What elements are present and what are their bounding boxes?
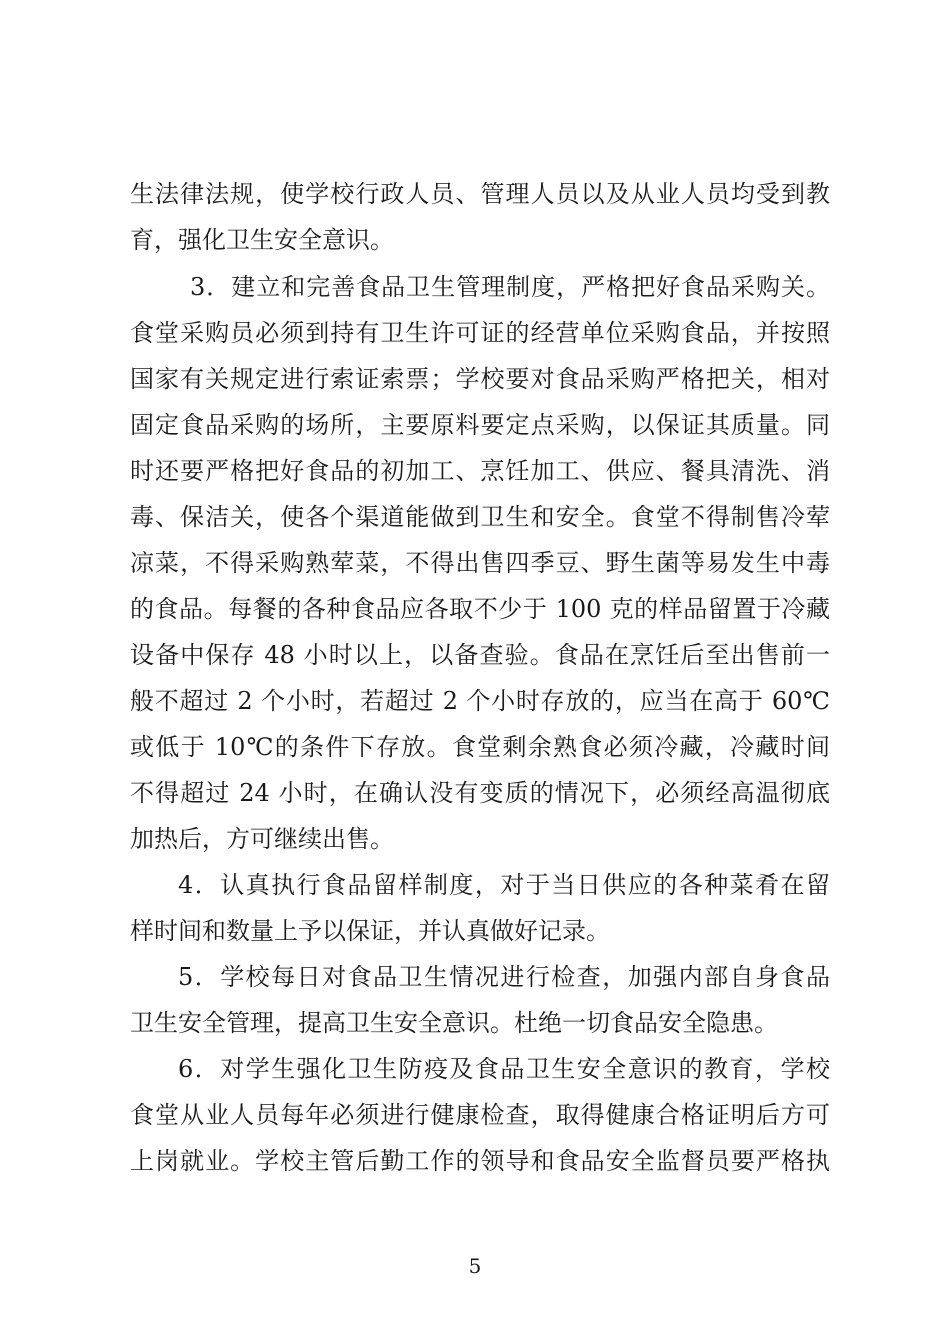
text-line: 加热后，方可继续出售。 bbox=[130, 825, 394, 853]
text-line: 育，强化卫生安全意识。 bbox=[130, 226, 394, 254]
text-line: 设备中保存 48 小时以上，以备查验。食品在烹饪后至出售前一 bbox=[130, 641, 830, 669]
page-number: 5 bbox=[468, 1254, 482, 1278]
text-line: 国家有关规定进行索证索票；学校要对食品采购严格把关，相对 bbox=[130, 365, 830, 393]
text-line: 时还要严格把好食品的初加工、烹饪加工、供应、餐具清洗、消 bbox=[130, 457, 830, 485]
text-line: 食堂从业人员每年必须进行健康检查，取得健康合格证明后方可 bbox=[130, 1101, 830, 1129]
text-line: 3．建立和完善食品卫生管理制度，严格把好食品采购关。 bbox=[190, 273, 830, 301]
text-line: 固定食品采购的场所，主要原料要定点采购，以保证其质量。同 bbox=[130, 411, 830, 439]
text-line: 卫生安全管理，提高卫生安全意识。杜绝一切食品安全隐患。 bbox=[130, 1009, 778, 1037]
text-line: 生法律法规，使学校行政人员、管理人员以及从业人员均受到教 bbox=[130, 180, 830, 208]
text-line: 或低于 10℃的条件下存放。食堂剩余熟食必须冷藏，冷藏时间 bbox=[130, 733, 830, 761]
text-line: 4．认真执行食品留样制度，对于当日供应的各种菜肴在留 bbox=[178, 871, 830, 899]
text-line: 毒、保洁关，使各个渠道能做到卫生和安全。食堂不得制售冷荤 bbox=[130, 503, 830, 531]
text-line: 食堂采购员必须到持有卫生许可证的经营单位采购食品，并按照 bbox=[130, 319, 830, 347]
text-line: 般不超过 2 个小时，若超过 2 个小时存放的，应当在高于 60℃ bbox=[130, 687, 830, 715]
text-line: 样时间和数量上予以保证，并认真做好记录。 bbox=[130, 917, 610, 945]
text-line: 凉菜，不得采购熟荤菜，不得出售四季豆、野生菌等易发生中毒 bbox=[130, 549, 830, 577]
text-line: 5．学校每日对食品卫生情况进行检查，加强内部自身食品 bbox=[178, 963, 830, 991]
text-line: 6．对学生强化卫生防疫及食品卫生安全意识的教育，学校 bbox=[178, 1055, 830, 1083]
text-line: 的食品。每餐的各种食品应各取不少于 100 克的样品留置于冷藏 bbox=[130, 595, 830, 623]
text-line: 不得超过 24 小时，在确认没有变质的情况下，必须经高温彻底 bbox=[130, 779, 830, 807]
text-line: 上岗就业。学校主管后勤工作的领导和食品安全监督员要严格执 bbox=[130, 1147, 830, 1175]
